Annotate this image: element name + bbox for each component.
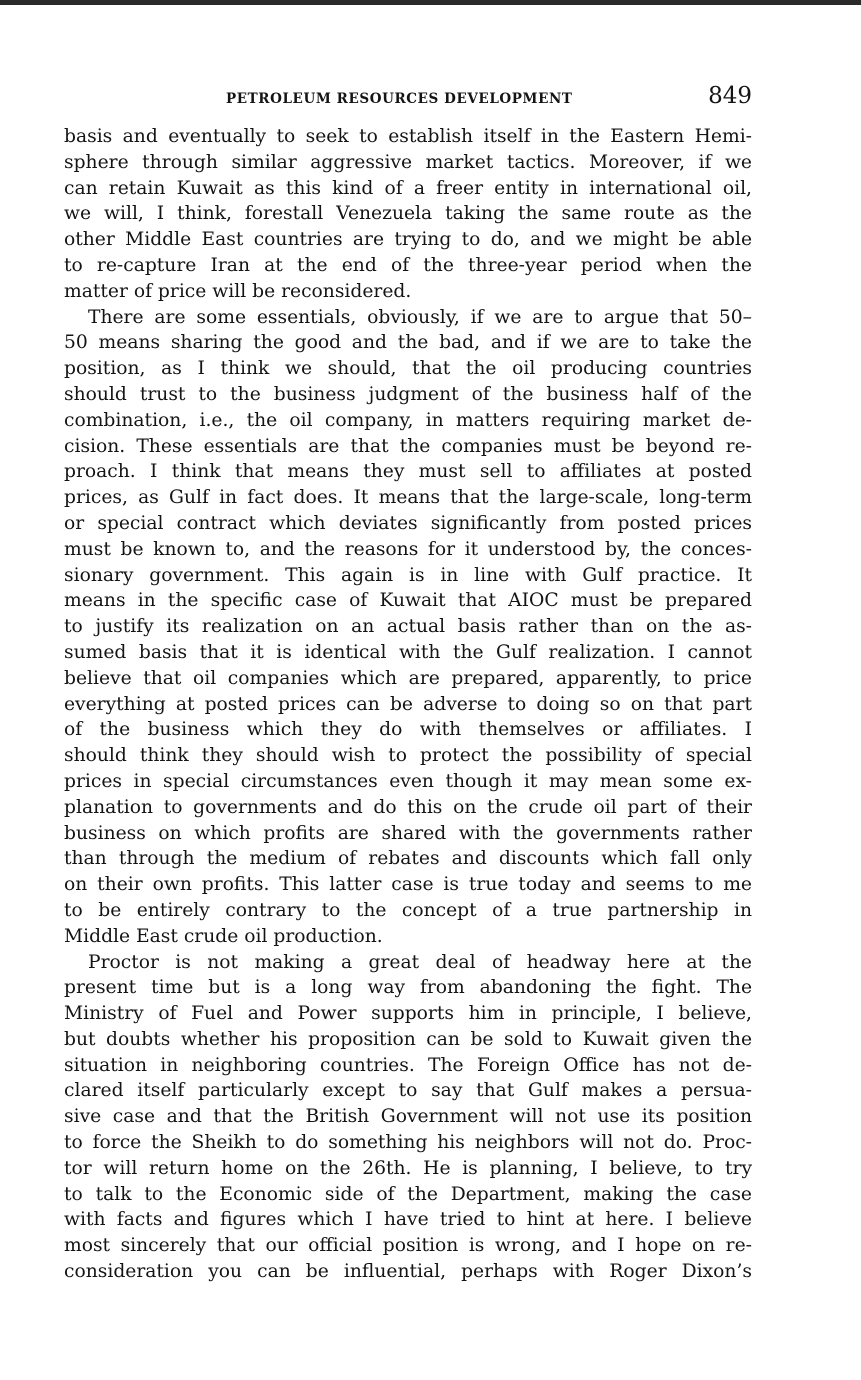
text-line: of the business which they do with themselves or affiliates. I (64, 719, 752, 741)
paragraph-2 (64, 305, 752, 950)
text-line: 50 means sharing the good and the bad, and if we are to take the (64, 332, 752, 354)
text-line: everything at posted prices can be adverse to doing so on that part (64, 693, 752, 715)
text-line: sumed basis that it is identical with the Gulf realization. I cannot (64, 641, 752, 663)
text-line: on their own profits. This latter case is true today and seems to me (64, 874, 752, 896)
text-line: to justify its realization on an actual basis rather than on the as- (64, 616, 752, 638)
text-line: believe that oil companies which are prepared, apparently, to price (64, 667, 752, 689)
text-line: other Middle East countries are trying to do, and we might be able (64, 229, 752, 251)
text-line: we will, I think, forestall Venezuela taking the same route as the (64, 203, 752, 225)
text-line: or special contract which deviates significantly from posted prices (64, 512, 752, 534)
text-line: clared itself particularly except to say that Gulf makes a persua- (64, 1080, 752, 1102)
paragraph-1 (64, 124, 752, 305)
text-line: cision. These essentials are that the companies must be beyond re- (64, 435, 752, 457)
text-line: prices in special circumstances even though it may mean some ex- (64, 770, 752, 792)
text-line: present time but is a long way from abandoning the fight. The (64, 977, 752, 999)
text-line: means in the specific case of Kuwait that AIOC must be prepared (64, 590, 752, 612)
text-line: sive case and that the British Government will not use its position (64, 1106, 752, 1128)
text-line: consideration you can be influential, perhaps with Roger Dixon’s (64, 1261, 752, 1283)
text-line: must be known to, and the reasons for it understood by, the conces- (64, 538, 752, 560)
running-title: PETROLEUM RESOURCES DEVELOPMENT (226, 91, 573, 107)
text-line: basis and eventually to seek to establish itself in the Eastern Hemi- (64, 126, 752, 147)
text-line: sionary government. This again is in line with Gulf practice. It (64, 564, 752, 586)
text-line: Ministry of Fuel and Power supports him in principle, I believe, (64, 1003, 752, 1025)
text-line: can retain Kuwait as this kind of a freer entity in international oil, (64, 177, 752, 199)
body-text (64, 124, 752, 1285)
text-line: should trust to the business judgment of the business half of the (64, 383, 752, 405)
text-line: to re-capture Iran at the end of the three-year period when the (64, 254, 752, 276)
text-line: should think they should wish to protect the possibility of special (64, 745, 752, 767)
text-line: position, as I think we should, that the oil producing countries (64, 358, 752, 380)
text-line: most sincerely that our official position is wrong, and I hope on re- (64, 1235, 752, 1257)
text-line: with facts and figures which I have tried to hint at here. I believe (64, 1209, 752, 1231)
text-line: tor will return home on the 26th. He is planning, I believe, to try (64, 1157, 752, 1179)
text-line: proach. I think that means they must sell to affiliates at posted (64, 461, 752, 483)
text-line: Proctor is not making a great deal of headway here at the (88, 951, 752, 973)
text-line: Middle East crude oil production. (64, 925, 383, 947)
text-line: prices, as Gulf in fact does. It means that the large-scale, long-term (64, 487, 752, 509)
text-line: situation in neighboring countries. The Foreign Office has not de- (64, 1054, 752, 1076)
text-line: but doubts whether his proposition can be sold to Kuwait given the (64, 1028, 752, 1050)
text-line: to force the Sheikh to do something his neighbors will not do. Proc- (64, 1132, 752, 1154)
text-line: matter of price will be reconsidered. (64, 280, 412, 302)
page-number: 849 (708, 83, 752, 109)
text-line: planation to governments and do this on the crude oil part of their (64, 796, 752, 818)
paragraph-3 (64, 950, 752, 1285)
text-line: There are some essentials, obviously, if we are to argue that 50– (88, 306, 752, 328)
running-header (64, 82, 752, 116)
text-line: than through the medium of rebates and discounts which fall only (64, 848, 752, 870)
top-border-rule (0, 0, 861, 5)
text-line: combination, i.e., the oil company, in matters requiring market de- (64, 409, 752, 431)
text-line: sphere through similar aggressive market tactics. Moreover, if we (64, 151, 752, 173)
text-line: to talk to the Economic side of the Department, making the case (64, 1183, 752, 1205)
text-line: to be entirely contrary to the concept of a true partnership in (64, 899, 752, 921)
text-line: business on which profits are shared with the governments rather (64, 822, 752, 844)
